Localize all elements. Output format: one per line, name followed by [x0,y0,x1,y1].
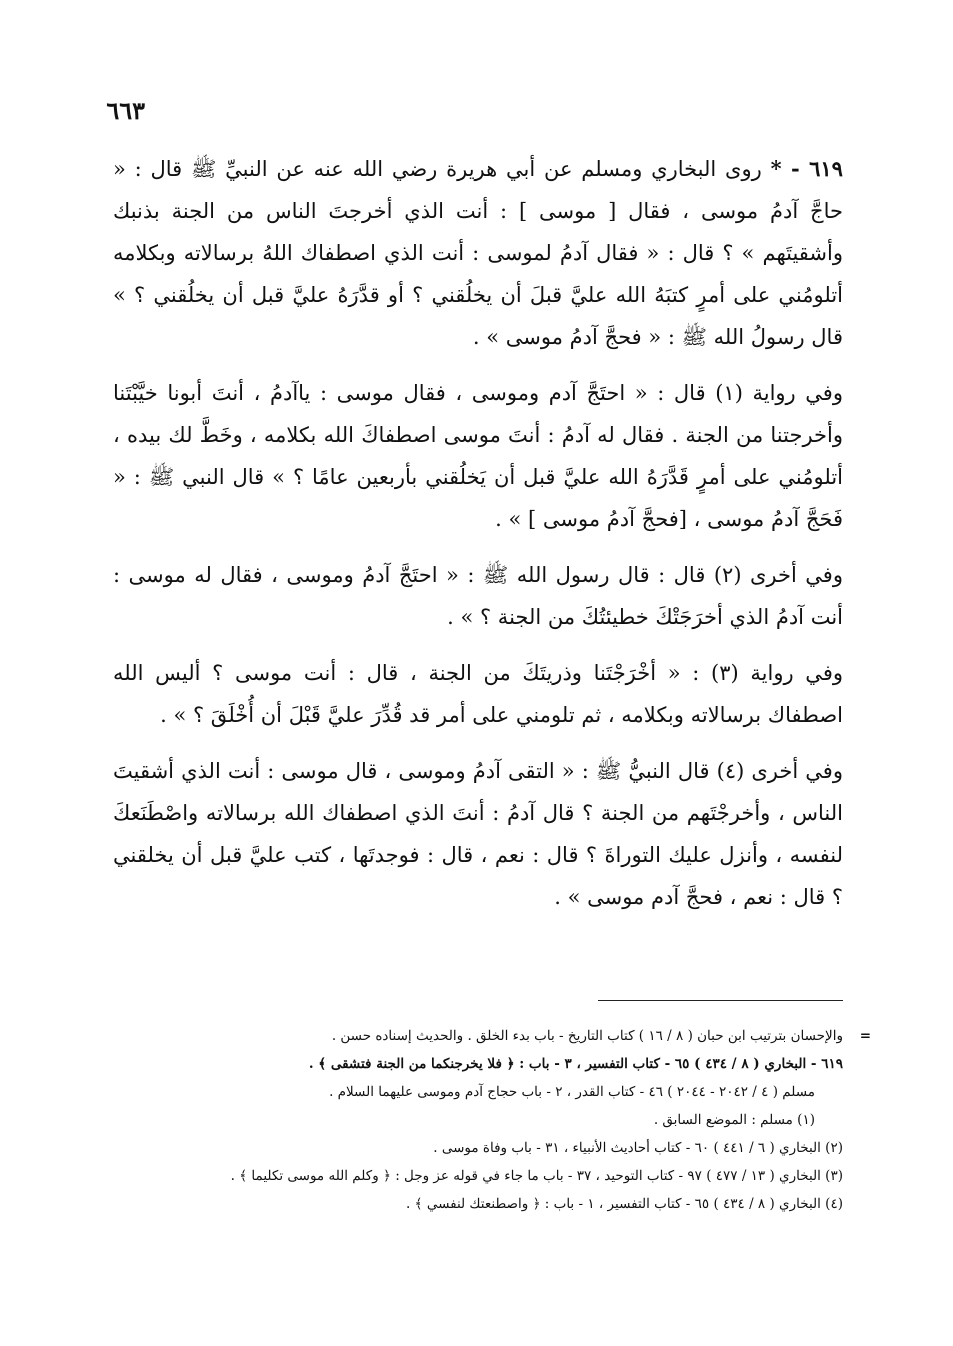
footnote-3 [113,1162,843,1190]
hadith-number: ٦١٩ - * [770,156,843,181]
continuation-mark: = [859,1028,871,1044]
paragraph-text: وفي أخرى (٢) قال : قال رسول الله ﷺ : « احتَجَّ آدمُ وموسى ، فقال له موسى : أنت آدمُ الذي أخرَجَتْكَ خطيئتُكَ من الجنة ؟ » . [113,563,843,629]
narration-paragraph-4 [113,750,843,918]
footnote-text: والإحسان بترتيب ابن حبان ( ٨ / ١٦ ) كتاب التاريخ - باب بدء الخلق . والحديث إسناده حسن . [331,1028,843,1044]
footnote-text: (١) مسلم : الموضع السابق . [653,1112,815,1128]
footnote-text: (٣) البخاري ( ١٣ / ٤٧٧ ) ٩٧ - كتاب التوحيد ، ٣٧ - باب ما جاء في قوله عز وجل : ﴿ وكلم الله موسى تكليما ﴾ . [230,1168,843,1184]
footnote-separator [598,1000,843,1001]
narration-paragraph-2 [113,554,843,638]
narration-paragraph-1 [113,372,843,540]
footnote-text: (٤) البخاري ( ٨ / ٤٣٤ ) ٦٥ - كتاب التفسير ، ١ - باب : ﴿ واصطنعتك لنفسي ﴾ . [406,1196,843,1212]
footnote-4 [113,1190,843,1218]
footnote-text: ٦١٩ - البخاري ( ٨ / ٤٣٤ ) ٦٥ - كتاب التفسير ، ٣ - باب : ﴿ فلا يخرجنكما من الجنة فتشقى ﴾ . [308,1056,843,1072]
paragraph-text: روى البخاري ومسلم عن أبي هريرة رضي الله عنه عن النبيِّ ﷺ قال : « حاجَّ آدمُ موسى ، فقال [ موسى ] : أنت الذي أخرجتَ الناس من الجنة بذنبك وأشقيتَهم » ؟ قال : « فقال آدمُ لموسى : أنت الذي اصطفاك اللهُ برسالاته وبكلامه أتلومُني على أمرٍ كتبَهُ الله عليَّ قبلَ أن يخلُقني ؟ أو قدَّرَهُ عليَّ قبل أن يخلُقني ؟ » قال رسولُ الله ﷺ : « فحجَّ آدمُ موسى » . [113,157,843,349]
footnote-619-muslim [113,1078,843,1106]
footnote-text: (٢) البخاري ( ٦ / ٤٤١ ) ٦٠ - كتاب أحاديث الأنبياء ، ٣١ - باب وفاة موسى . [433,1140,843,1156]
narration-paragraph-3 [113,652,843,736]
hadith-paragraph-619 [113,148,843,358]
paragraph-text: وفي أخرى (٤) قال النبيُّ ﷺ : « التقى آدمُ وموسى ، قال موسى : أنت الذي أشقيتَ الناس ، وأخرجْتَهم من الجنة ؟ قال آدمُ : أنتَ الذي اصطفاك الله برسالاته واصْطَنَعكَ لنفسه ، وأنزل عليك التوراةَ ؟ قال : نعم ، قال : فوجدتَها ، كتب عليَّ قبل أن يخلقني ؟ قال : نعم ، فحجَّ آدم موسى » . [113,759,843,909]
footnote-2 [113,1134,843,1162]
main-text [113,148,843,932]
paragraph-text: وفي رواية (٣) : « أخْرَجْتَنا وذريتَكَ من الجنة ، قال : أنت موسى ؟ أليس الله اصطفاك برسالاته وبكلامه ، ثم تلومني على أمر قد قُدِّرَ عليَّ قَبْلَ أن أُخْلَقَ ؟ » . [113,661,843,727]
footnote-619-bukhari [113,1050,843,1078]
footnote-text: مسلم ( ٤ / ٢٠٤٢ - ٢٠٤٤ ) ٤٦ - كتاب القدر ، ٢ - باب حجاج آدم وموسى عليهما السلام . [329,1084,815,1100]
page-number: ٦٦٣ [106,96,145,125]
footnotes [113,1022,871,1218]
footnote-continuation [113,1022,871,1050]
paragraph-text: وفي رواية (١) قال : « احتَجَّ آدم وموسى ، فقال موسى : ياآدمُ ، أنتَ أبونا خيَّبْتَنا وأخرجتنا من الجنة . فقال له آدمُ : أنتَ موسى اصطفاكَ الله بكلامه ، وخَطَّ لك بيده ، أتلومُني على أمرٍ قَدَّرَهُ الله عليَّ قبل أن يَخلُقني بأربعين عامًا ؟ » قال النبي ﷺ : « فَحَجَّ آدمُ موسى ، [فحجَّ آدمُ موسى ] » . [113,381,843,531]
footnote-1 [113,1106,843,1134]
